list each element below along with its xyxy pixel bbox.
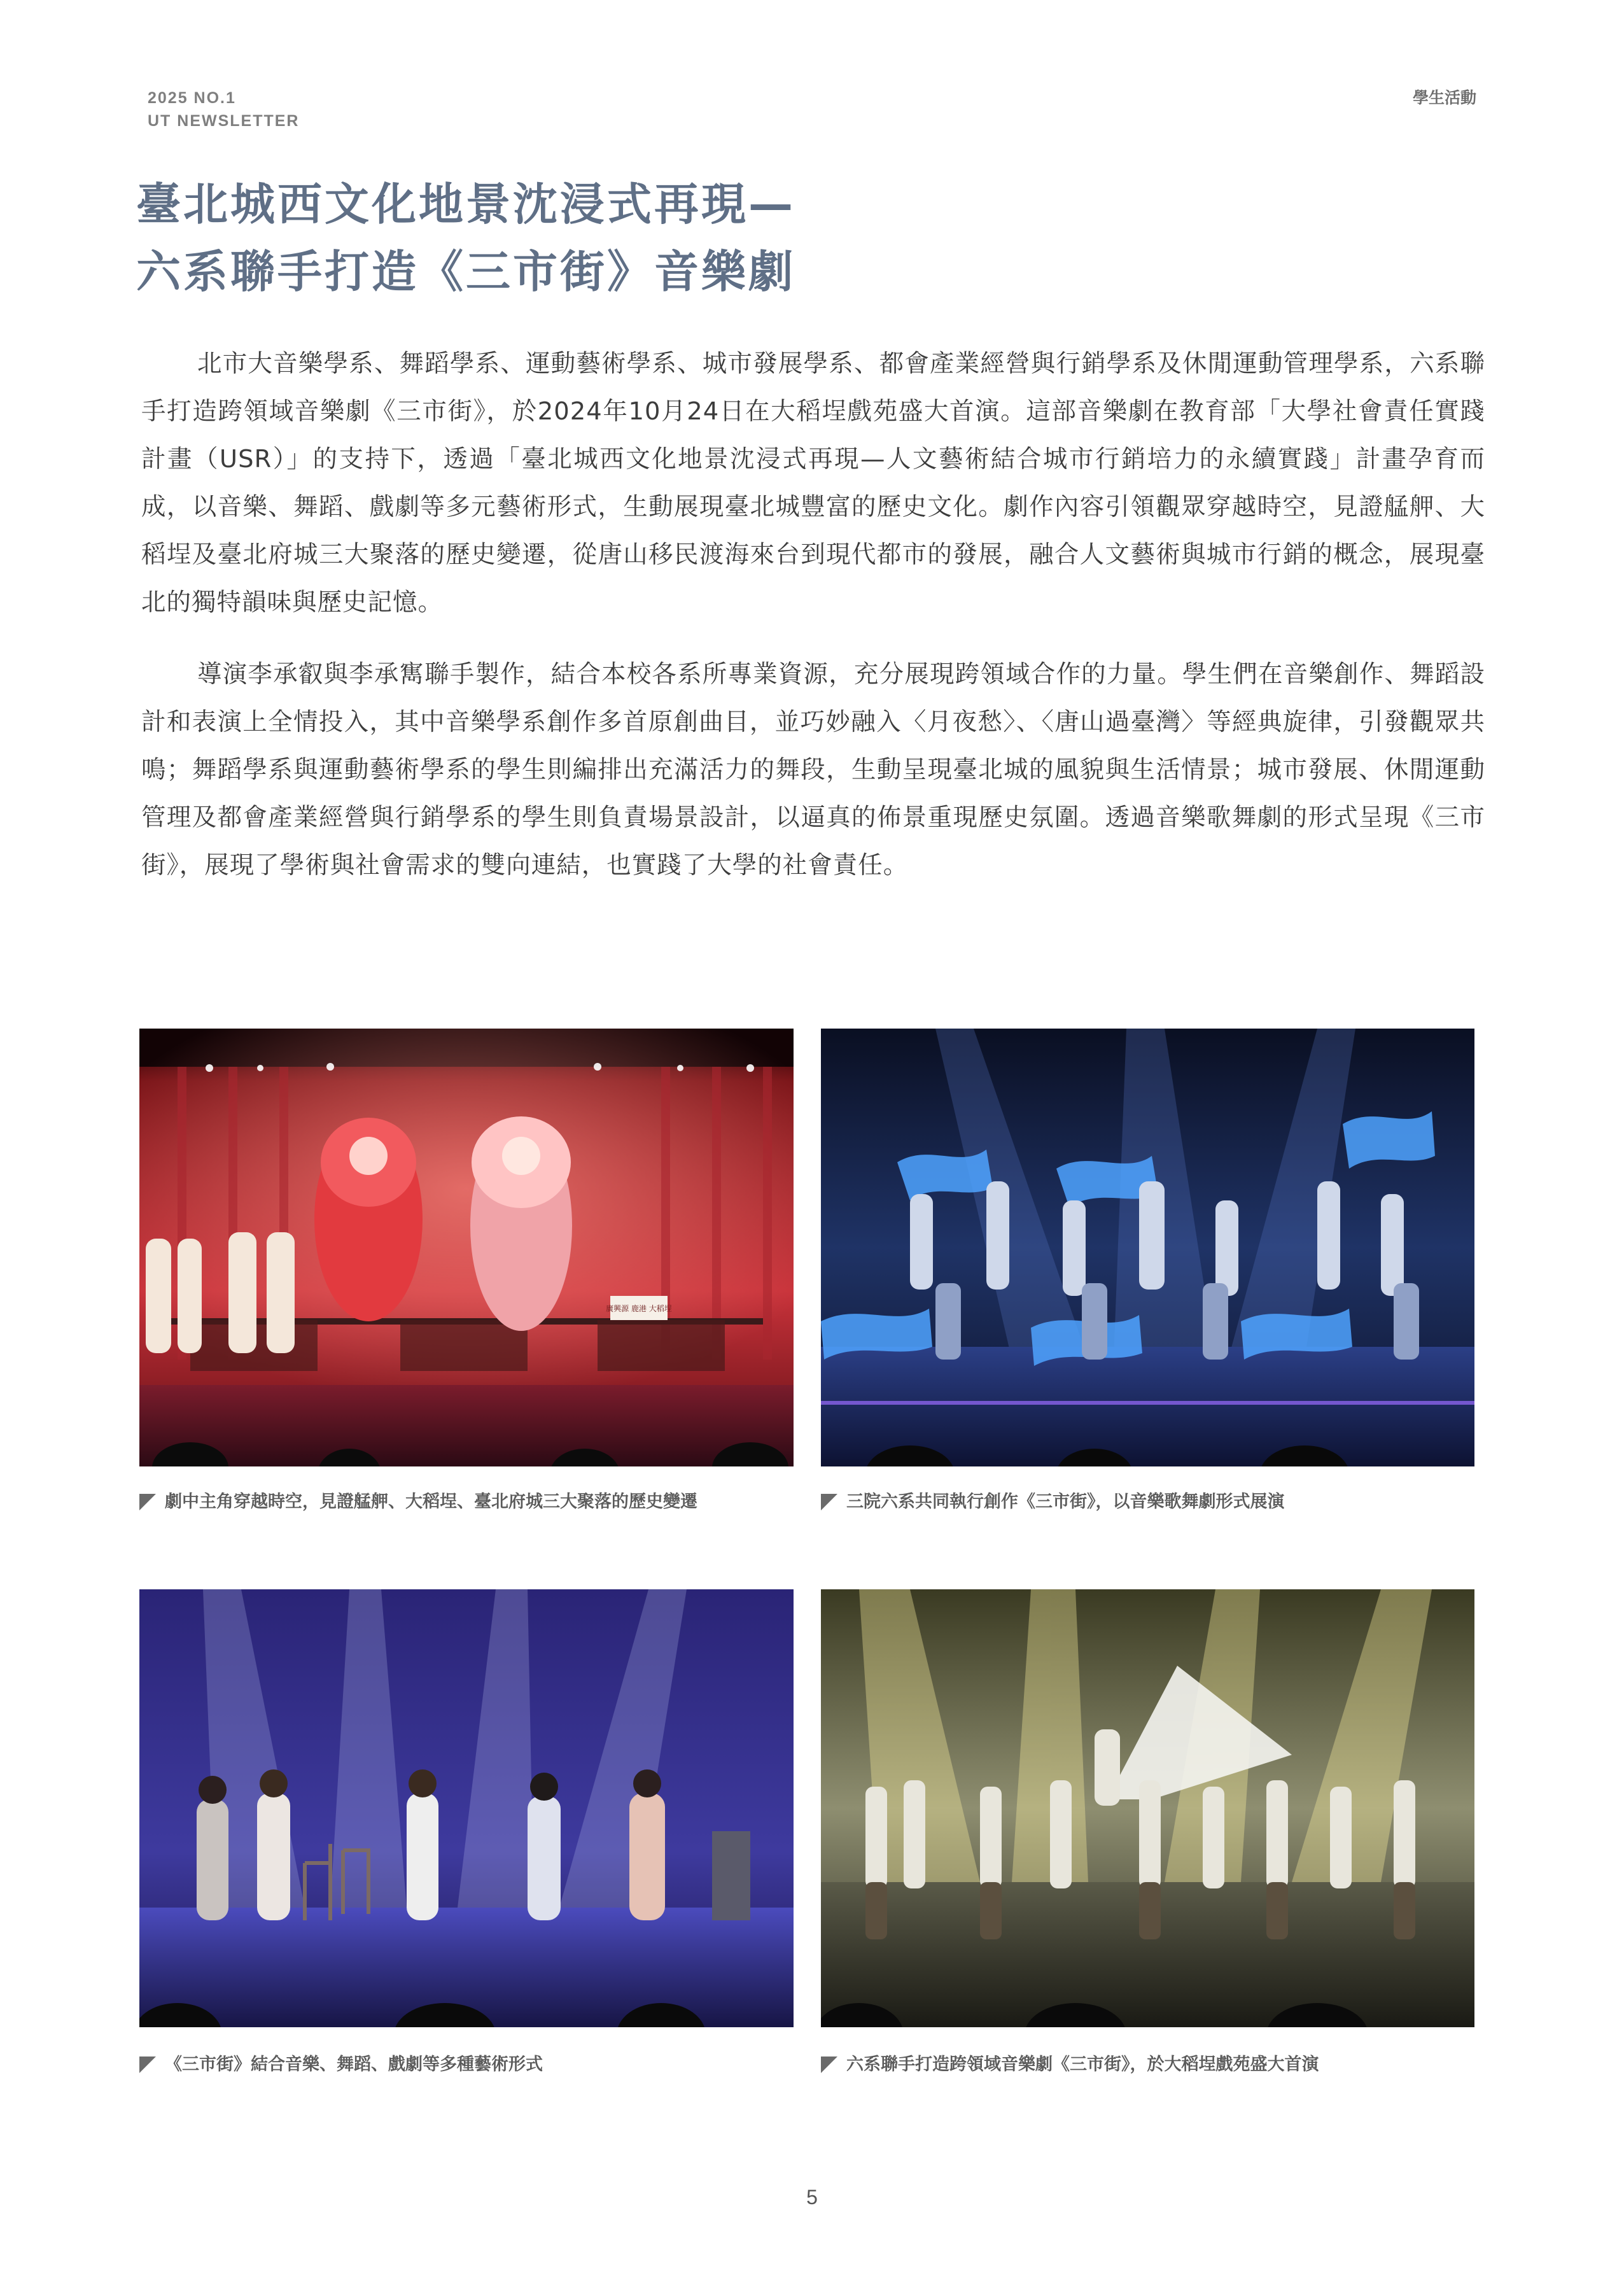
article-paragraph-1	[141, 340, 1485, 626]
caption-marker-icon	[821, 1494, 837, 1510]
photo-caption-3	[139, 2052, 543, 2078]
photo-caption-1	[139, 1489, 697, 1515]
newsletter-issue-header	[148, 87, 300, 132]
issue-number: 2025 NO.1	[148, 89, 236, 107]
paragraph-2-text: 導演李承叡與李承寯聯手製作，結合本校各系所專業資源，充分展現跨領域合作的力量。學生們在音樂創作、舞蹈設計和表演上全情投入，其中音樂學系創作多首原創曲目，並巧妙融入〈月夜愁〉、〈唐山過臺灣〉等經典旋律，引發觀眾共鳴；舞蹈學系與運動藝術學系的學生則編排出充滿活力的舞段，生動呈現臺北城的風貌與生活情景；城市發展、休閒運動管理及都會產業經營與行銷學系的學生則負責場景設計，以逼真的佈景重現歷史氛圍。透過音樂歌舞劇的形式呈現《三市街》，展現了學術與社會需求的雙向連結，也實踐了大學的社會責任。	[141, 660, 1485, 880]
photo-flag-dance-stage	[821, 1029, 1474, 1466]
photo-caption-2	[821, 1489, 1285, 1515]
caption-2-text: 三院六系共同執行創作《三市街》，以音樂歌舞劇形式展演	[846, 1492, 1285, 1512]
paragraph-1-text: 北市大音樂學系、舞蹈學系、運動藝術學系、城市發展學系、都會產業經營與行銷學系及休閒運動管理學系，六系聯手打造跨領域音樂劇《三市街》，於2024年10月24日在大稻埕戲苑盛大首演。這部音樂劇在教育部「大學社會責任實踐計畫（USR）」的支持下，透過「臺北城西文化地景沈浸式再現—人文藝術結合城市行銷培力的永續實踐」計畫孕育而成，以音樂、舞蹈、戲劇等多元藝術形式，生動展現臺北城豐富的歷史文化。劇作內容引領觀眾穿越時空，見證艋舺、大稻埕及臺北府城三大聚落的歷史變遷，從唐山移民渡海來台到現代都市的發展，融合人文藝術與城市行銷的概念，展現臺北的獨特韻味與歷史記憶。	[141, 349, 1485, 617]
lion-dance-stage-image	[139, 1029, 794, 1466]
caption-1-text: 劇中主角穿越時空，見證艋舺、大稻埕、臺北府城三大聚落的歷史變遷	[165, 1492, 697, 1512]
flag-dance-stage-image	[821, 1029, 1474, 1466]
shop-sign-prop: 廣興源 鹿港 大稻埕	[606, 1304, 672, 1313]
caption-4-text: 六系聯手打造跨領域音樂劇《三市街》，於大稻埕戲苑盛大首演	[846, 2055, 1319, 2074]
article-paragraph-2	[141, 650, 1485, 889]
photo-ensemble-stage	[821, 1589, 1474, 2027]
photo-lion-dance-stage	[139, 1029, 794, 1466]
caption-marker-icon	[139, 1494, 156, 1510]
caption-marker-icon	[821, 2057, 837, 2073]
caption-3-text: 《三市街》結合音樂、舞蹈、戲劇等多種藝術形式	[165, 2055, 543, 2074]
photo-caption-4	[821, 2052, 1319, 2078]
article-title	[136, 171, 1218, 306]
section-label: 學生活動	[1412, 88, 1476, 107]
title-line-1: 臺北城西文化地景沈浸式再現—	[136, 178, 795, 230]
newsletter-name: UT NEWSLETTER	[148, 112, 300, 130]
singers-stage-image	[139, 1589, 794, 2027]
photo-singers-stage	[139, 1589, 794, 2027]
caption-marker-icon	[139, 2057, 156, 2073]
title-line-2: 六系聯手打造《三市街》音樂劇	[136, 246, 795, 298]
ensemble-stage-image	[821, 1589, 1474, 2027]
page-number: 5	[806, 2186, 818, 2209]
